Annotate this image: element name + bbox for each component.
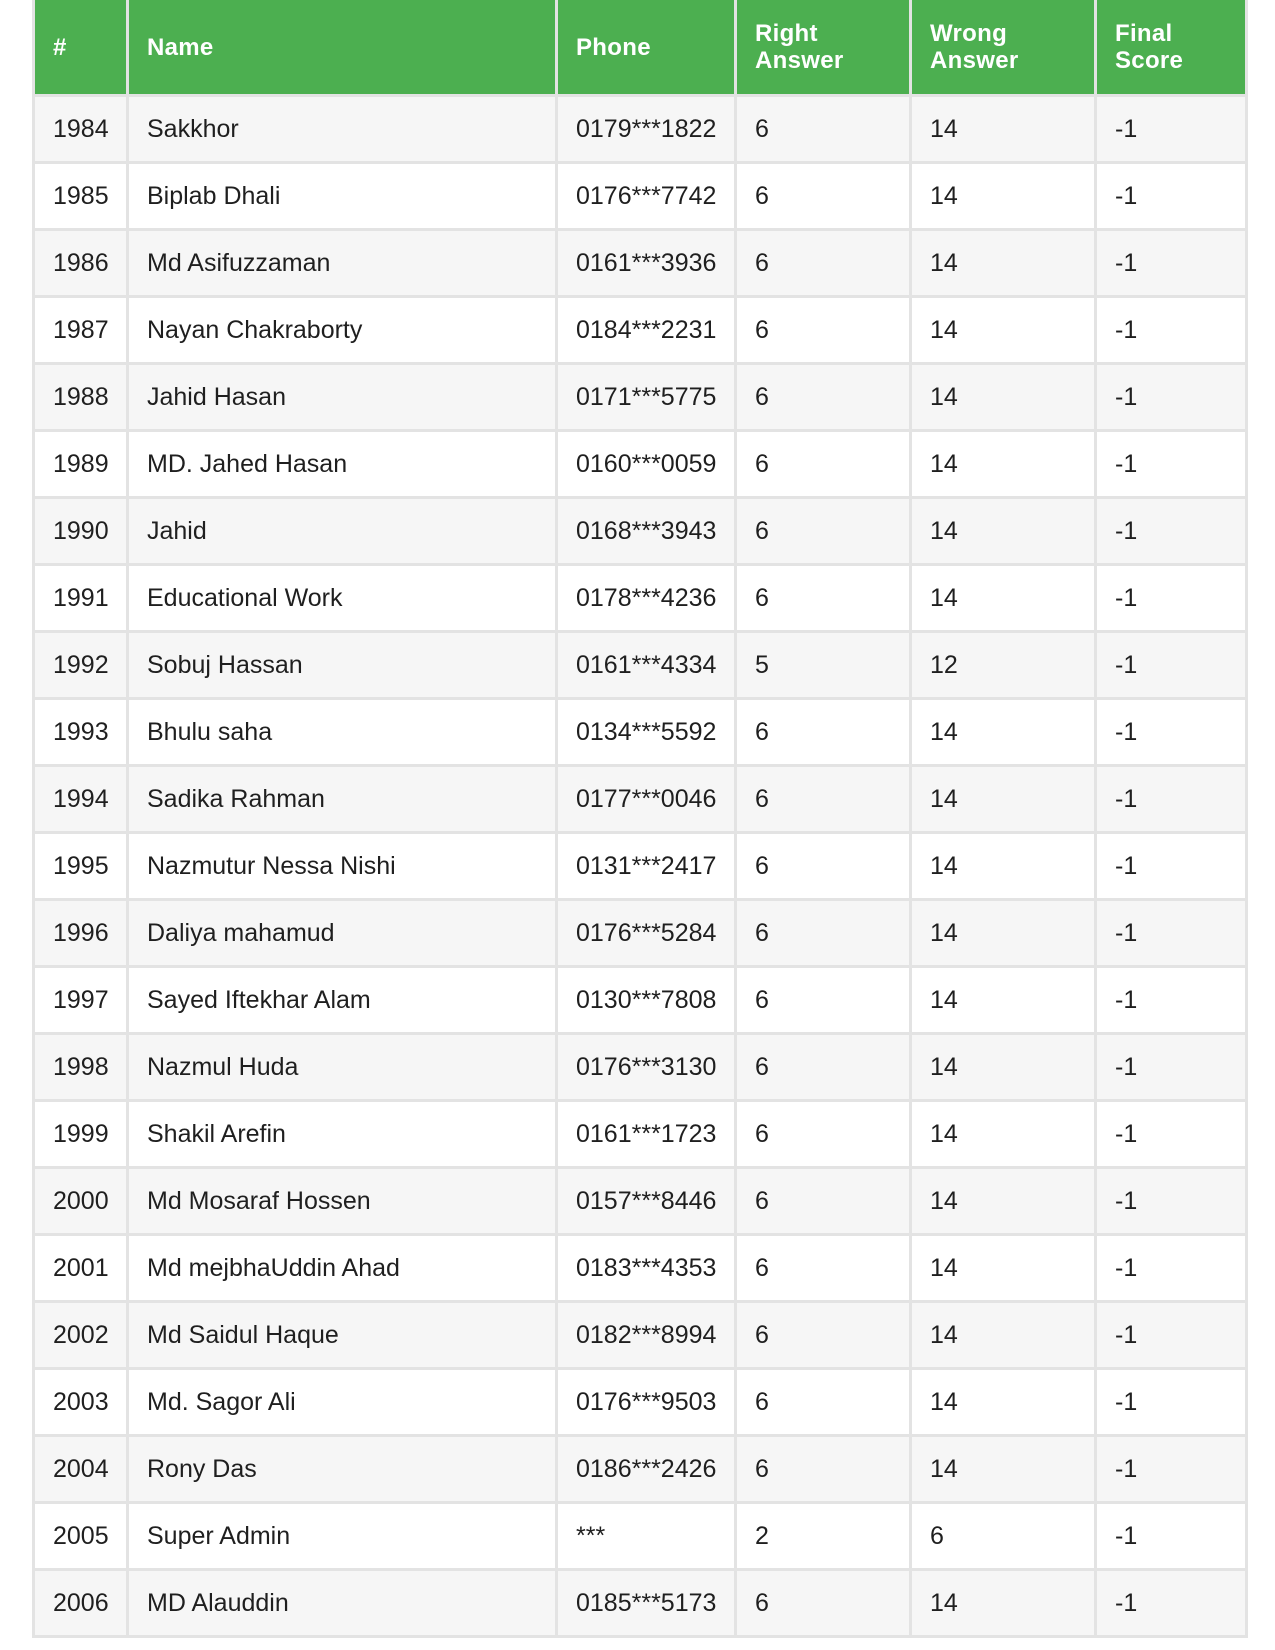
right-answer-cell: 6 — [736, 833, 911, 900]
table-row — [34, 1235, 1247, 1302]
right-answer-cell: 6 — [736, 163, 911, 230]
final-score-cell: -1 — [1096, 1369, 1247, 1436]
phone-cell: 0157***8446 — [557, 1168, 736, 1235]
final-score-cell: -1 — [1096, 431, 1247, 498]
final-score-cell: -1 — [1096, 163, 1247, 230]
rank-cell: 1989 — [34, 431, 128, 498]
right-answer-cell: 6 — [736, 565, 911, 632]
final-score-cell: -1 — [1096, 1235, 1247, 1302]
phone-cell: 0134***5592 — [557, 699, 736, 766]
phone-cell: 0182***8994 — [557, 1302, 736, 1369]
table-row — [34, 297, 1247, 364]
name-cell: Bhulu saha — [128, 699, 557, 766]
right-answer-cell: 6 — [736, 1570, 911, 1637]
name-cell: Shakil Arefin — [128, 1101, 557, 1168]
wrong-answer-cell: 14 — [911, 833, 1096, 900]
wrong-answer-cell: 14 — [911, 1570, 1096, 1637]
name-cell: Rony Das — [128, 1436, 557, 1503]
right-answer-cell: 6 — [736, 297, 911, 364]
final-score-cell: -1 — [1096, 297, 1247, 364]
rank-cell: 1993 — [34, 699, 128, 766]
name-cell: Nayan Chakraborty — [128, 297, 557, 364]
table-row — [34, 1436, 1247, 1503]
header-right-answer: Right Answer — [736, 0, 911, 96]
phone-cell: 0186***2426 — [557, 1436, 736, 1503]
final-score-cell: -1 — [1096, 833, 1247, 900]
header-rank: # — [34, 0, 128, 96]
right-answer-cell: 6 — [736, 1168, 911, 1235]
phone-cell: 0184***2231 — [557, 297, 736, 364]
table-row — [34, 900, 1247, 967]
name-cell: Md Asifuzzaman — [128, 230, 557, 297]
phone-cell: 0178***4236 — [557, 565, 736, 632]
table-body — [34, 96, 1247, 1637]
rank-cell: 1997 — [34, 967, 128, 1034]
final-score-cell: -1 — [1096, 1302, 1247, 1369]
phone-cell: *** — [557, 1503, 736, 1570]
rank-cell: 1991 — [34, 565, 128, 632]
wrong-answer-cell: 14 — [911, 1436, 1096, 1503]
name-cell: Md. Sagor Ali — [128, 1369, 557, 1436]
table-row — [34, 699, 1247, 766]
right-answer-cell: 6 — [736, 1235, 911, 1302]
right-answer-cell: 6 — [736, 431, 911, 498]
phone-cell: 0176***5284 — [557, 900, 736, 967]
table-row — [34, 163, 1247, 230]
table-row — [34, 632, 1247, 699]
rank-cell: 1990 — [34, 498, 128, 565]
table-row — [34, 1570, 1247, 1637]
table-row — [34, 230, 1247, 297]
final-score-cell: -1 — [1096, 632, 1247, 699]
phone-cell: 0183***4353 — [557, 1235, 736, 1302]
final-score-cell: -1 — [1096, 498, 1247, 565]
rank-cell: 1994 — [34, 766, 128, 833]
rank-cell: 2001 — [34, 1235, 128, 1302]
wrong-answer-cell: 14 — [911, 364, 1096, 431]
name-cell: Daliya mahamud — [128, 900, 557, 967]
phone-cell: 0131***2417 — [557, 833, 736, 900]
phone-cell: 0161***1723 — [557, 1101, 736, 1168]
phone-cell: 0130***7808 — [557, 967, 736, 1034]
right-answer-cell: 6 — [736, 96, 911, 163]
wrong-answer-cell: 14 — [911, 699, 1096, 766]
final-score-cell: -1 — [1096, 766, 1247, 833]
final-score-cell: -1 — [1096, 1034, 1247, 1101]
wrong-answer-cell: 14 — [911, 163, 1096, 230]
phone-cell: 0161***3936 — [557, 230, 736, 297]
name-cell: Sadika Rahman — [128, 766, 557, 833]
rank-cell: 2006 — [34, 1570, 128, 1637]
wrong-answer-cell: 12 — [911, 632, 1096, 699]
phone-cell: 0176***9503 — [557, 1369, 736, 1436]
name-cell: Nazmul Huda — [128, 1034, 557, 1101]
table-row — [34, 967, 1247, 1034]
final-score-cell: -1 — [1096, 1570, 1247, 1637]
right-answer-cell: 6 — [736, 1302, 911, 1369]
right-answer-cell: 6 — [736, 1369, 911, 1436]
rank-cell: 1998 — [34, 1034, 128, 1101]
final-score-cell: -1 — [1096, 900, 1247, 967]
wrong-answer-cell: 14 — [911, 565, 1096, 632]
name-cell: Md mejbhaUddin Ahad — [128, 1235, 557, 1302]
wrong-answer-cell: 14 — [911, 1302, 1096, 1369]
right-answer-cell: 6 — [736, 1436, 911, 1503]
header-wrong-answer: Wrong Answer — [911, 0, 1096, 96]
name-cell: Super Admin — [128, 1503, 557, 1570]
wrong-answer-cell: 14 — [911, 1168, 1096, 1235]
name-cell: MD. Jahed Hasan — [128, 431, 557, 498]
rank-cell: 1987 — [34, 297, 128, 364]
final-score-cell: -1 — [1096, 565, 1247, 632]
right-answer-cell: 6 — [736, 1034, 911, 1101]
final-score-cell: -1 — [1096, 1168, 1247, 1235]
name-cell: Jahid Hasan — [128, 364, 557, 431]
header-final-score: Final Score — [1096, 0, 1247, 96]
header-row — [34, 0, 1247, 96]
right-answer-cell: 6 — [736, 967, 911, 1034]
right-answer-cell: 2 — [736, 1503, 911, 1570]
table-row — [34, 1302, 1247, 1369]
right-answer-cell: 6 — [736, 900, 911, 967]
name-cell: Sayed Iftekhar Alam — [128, 967, 557, 1034]
right-answer-cell: 6 — [736, 1101, 911, 1168]
rank-cell: 2002 — [34, 1302, 128, 1369]
wrong-answer-cell: 14 — [911, 297, 1096, 364]
rank-cell: 2004 — [34, 1436, 128, 1503]
rank-cell: 1999 — [34, 1101, 128, 1168]
right-answer-cell: 6 — [736, 230, 911, 297]
final-score-cell: -1 — [1096, 699, 1247, 766]
name-cell: Sakkhor — [128, 96, 557, 163]
rank-cell: 1992 — [34, 632, 128, 699]
name-cell: Md Saidul Haque — [128, 1302, 557, 1369]
name-cell: Sobuj Hassan — [128, 632, 557, 699]
header-phone: Phone — [557, 0, 736, 96]
right-answer-cell: 6 — [736, 699, 911, 766]
wrong-answer-cell: 14 — [911, 967, 1096, 1034]
wrong-answer-cell: 14 — [911, 1101, 1096, 1168]
rank-cell: 2003 — [34, 1369, 128, 1436]
wrong-answer-cell: 6 — [911, 1503, 1096, 1570]
final-score-cell: -1 — [1096, 364, 1247, 431]
wrong-answer-cell: 14 — [911, 1369, 1096, 1436]
table-row — [34, 498, 1247, 565]
wrong-answer-cell: 14 — [911, 498, 1096, 565]
final-score-cell: -1 — [1096, 1436, 1247, 1503]
right-answer-cell: 6 — [736, 364, 911, 431]
name-cell: Md Mosaraf Hossen — [128, 1168, 557, 1235]
table-row — [34, 1369, 1247, 1436]
phone-cell: 0168***3943 — [557, 498, 736, 565]
name-cell: Nazmutur Nessa Nishi — [128, 833, 557, 900]
table-row — [34, 364, 1247, 431]
table-row — [34, 833, 1247, 900]
rank-cell: 1988 — [34, 364, 128, 431]
table-row — [34, 1168, 1247, 1235]
rank-cell: 2000 — [34, 1168, 128, 1235]
phone-cell: 0161***4334 — [557, 632, 736, 699]
phone-cell: 0177***0046 — [557, 766, 736, 833]
wrong-answer-cell: 14 — [911, 96, 1096, 163]
table-row — [34, 766, 1247, 833]
wrong-answer-cell: 14 — [911, 230, 1096, 297]
phone-cell: 0171***5775 — [557, 364, 736, 431]
phone-cell: 0176***3130 — [557, 1034, 736, 1101]
table-header — [34, 0, 1247, 96]
wrong-answer-cell: 14 — [911, 431, 1096, 498]
rank-cell: 2005 — [34, 1503, 128, 1570]
right-answer-cell: 5 — [736, 632, 911, 699]
right-answer-cell: 6 — [736, 766, 911, 833]
right-answer-cell: 6 — [736, 498, 911, 565]
wrong-answer-cell: 14 — [911, 1235, 1096, 1302]
table-row — [34, 1034, 1247, 1101]
rank-cell: 1984 — [34, 96, 128, 163]
final-score-cell: -1 — [1096, 96, 1247, 163]
phone-cell: 0185***5173 — [557, 1570, 736, 1637]
final-score-cell: -1 — [1096, 230, 1247, 297]
table-row — [34, 431, 1247, 498]
wrong-answer-cell: 14 — [911, 1034, 1096, 1101]
phone-cell: 0176***7742 — [557, 163, 736, 230]
rank-cell: 1996 — [34, 900, 128, 967]
wrong-answer-cell: 14 — [911, 900, 1096, 967]
table-row — [34, 1101, 1247, 1168]
final-score-cell: -1 — [1096, 1503, 1247, 1570]
table-row — [34, 96, 1247, 163]
rank-cell: 1985 — [34, 163, 128, 230]
table-row — [34, 1503, 1247, 1570]
table-row — [34, 565, 1247, 632]
header-name: Name — [128, 0, 557, 96]
name-cell: Biplab Dhali — [128, 163, 557, 230]
name-cell: Educational Work — [128, 565, 557, 632]
wrong-answer-cell: 14 — [911, 766, 1096, 833]
final-score-cell: -1 — [1096, 967, 1247, 1034]
phone-cell: 0160***0059 — [557, 431, 736, 498]
final-score-cell: -1 — [1096, 1101, 1247, 1168]
rank-cell: 1995 — [34, 833, 128, 900]
phone-cell: 0179***1822 — [557, 96, 736, 163]
results-table — [32, 0, 1248, 1638]
name-cell: MD Alauddin — [128, 1570, 557, 1637]
name-cell: Jahid — [128, 498, 557, 565]
rank-cell: 1986 — [34, 230, 128, 297]
